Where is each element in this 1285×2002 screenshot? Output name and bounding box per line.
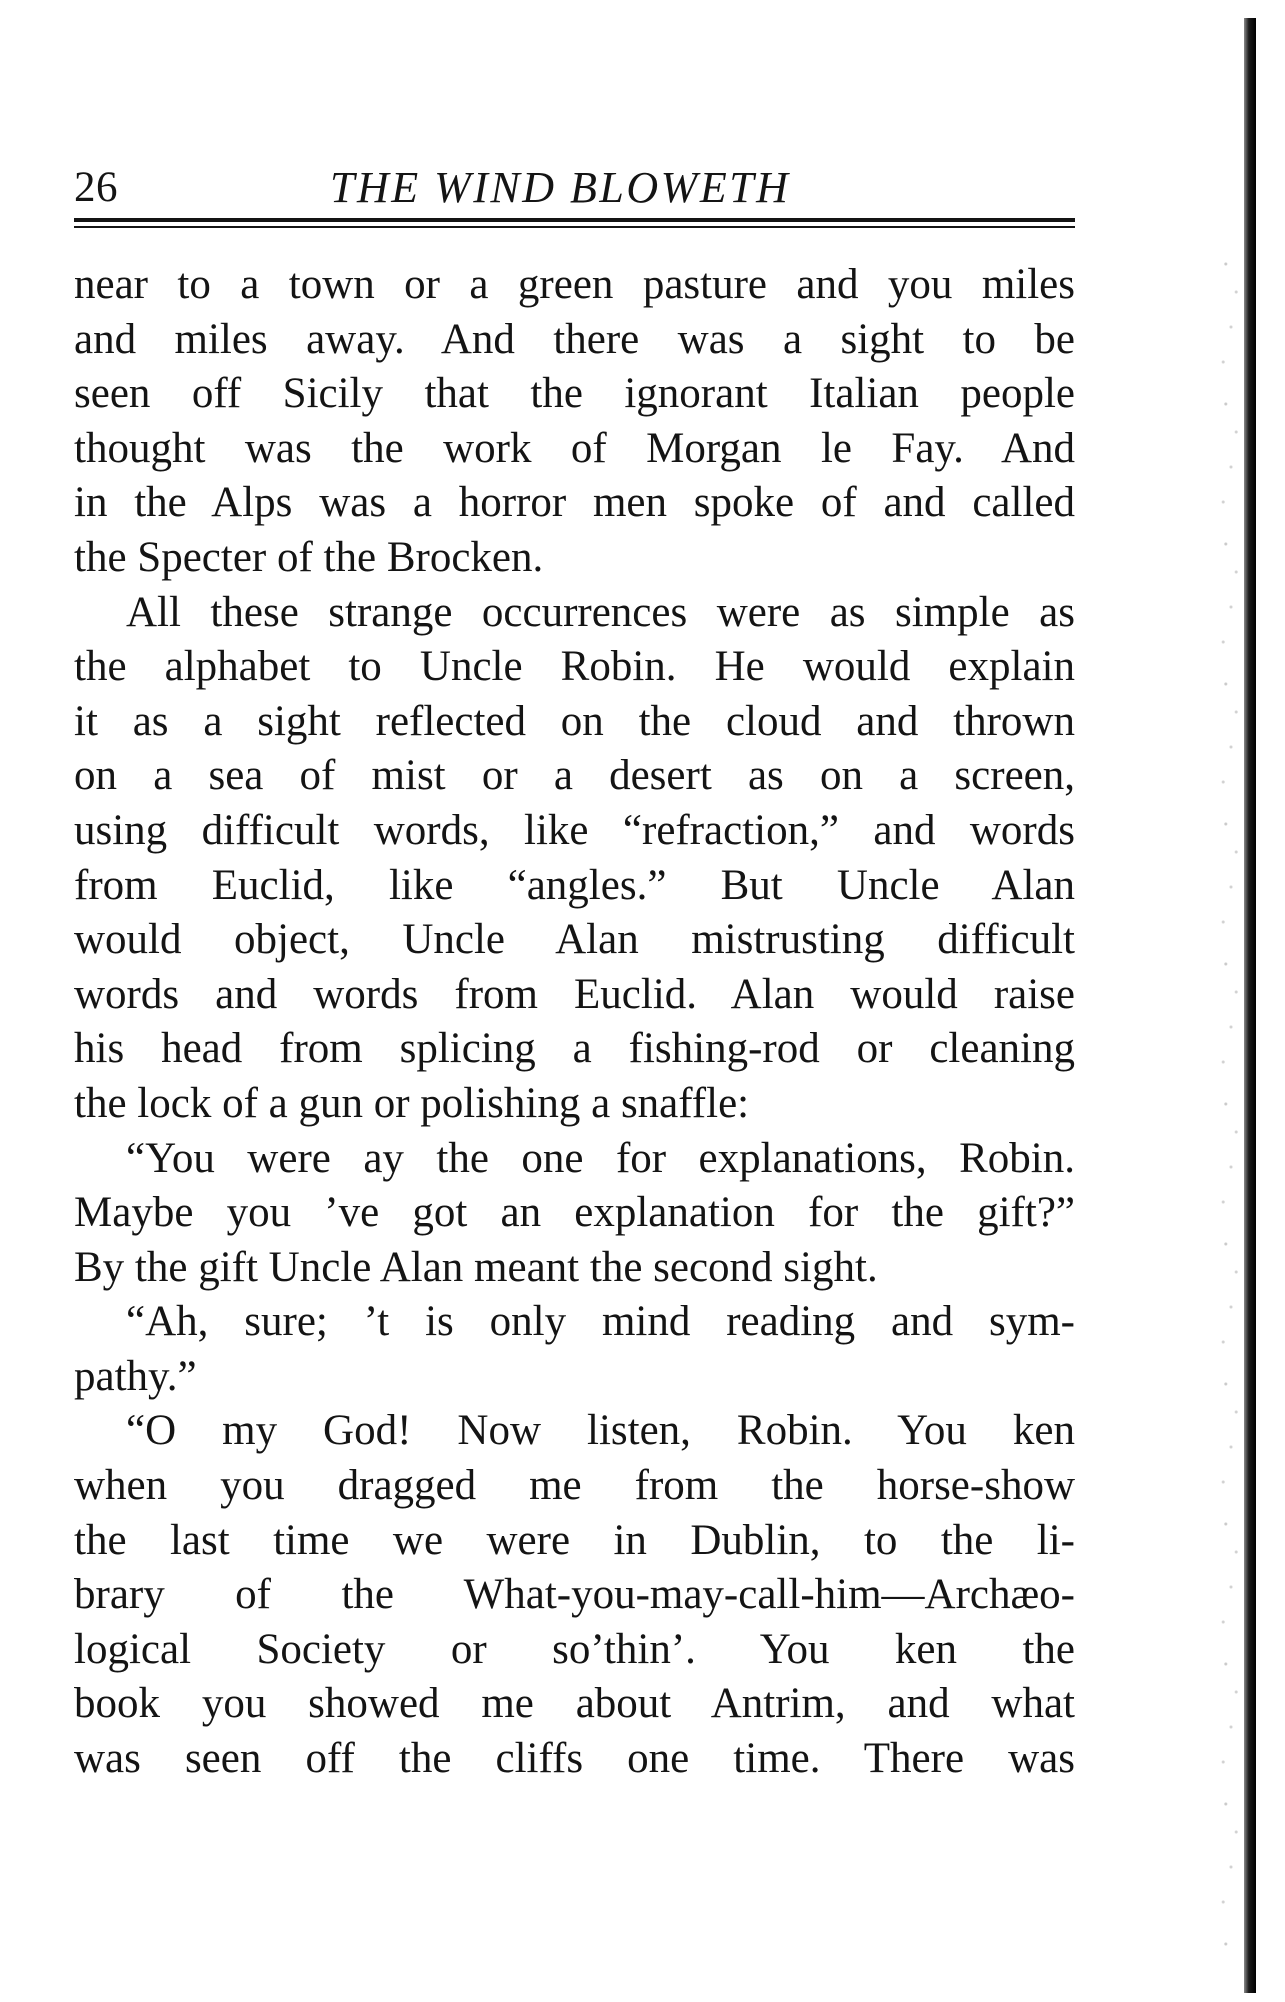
- text-line: pathy.”: [74, 1352, 197, 1400]
- body-text: [74, 258, 1075, 1787]
- text-line: his head from splicing a fishing-rod or cleaning: [74, 1025, 1075, 1073]
- text-line: the last time we were in Dublin, to the li-: [74, 1516, 1075, 1564]
- text-line: logical Society or so’thin’. You ken the: [74, 1625, 1075, 1673]
- text-line: near to a town or a green pasture and you miles: [74, 261, 1075, 308]
- text-line: from Euclid, like “angles.” But Uncle Alan: [74, 861, 1075, 909]
- text-line: was seen off the cliffs one time. There was: [74, 1735, 1075, 1783]
- text-line: thought was the work of Morgan le Fay. And: [74, 424, 1075, 472]
- text-line: Maybe you ’ve got an explanation for the gift?”: [74, 1189, 1075, 1237]
- text-line: in the Alps was a horror men spoke of and called: [74, 479, 1075, 527]
- text-line: brary of the What-you-may-call-him—Archæo-: [74, 1571, 1075, 1619]
- text-line: “Ah, sure; ’t is only mind reading and sym-: [126, 1298, 1075, 1346]
- text-line: book you showed me about Antrim, and what: [74, 1680, 1075, 1728]
- text-line: the Specter of the Brocken.: [74, 533, 544, 581]
- text-line: seen off Sicily that the ignorant Italian people: [74, 370, 1075, 418]
- text-line: on a sea of mist or a desert as on a screen,: [74, 752, 1075, 800]
- text-line: the lock of a gun or polishing a snaffle:: [74, 1079, 750, 1127]
- header-rule-thick: [74, 218, 1075, 222]
- running-title: THE WIND BLOWETH: [330, 163, 791, 212]
- text-line: would object, Uncle Alan mistrusting difficult: [74, 916, 1075, 964]
- running-head: [74, 160, 1074, 216]
- text-line: it as a sight reflected on the cloud and thrown: [74, 697, 1075, 745]
- text-line: “O my God! Now listen, Robin. You ken: [126, 1407, 1075, 1455]
- text-line: words and words from Euclid. Alan would raise: [74, 970, 1075, 1018]
- text-line: using difficult words, like “refraction,” and words: [74, 806, 1075, 854]
- text-line: All these strange occurrences were as simple as: [126, 588, 1075, 636]
- text-line: and miles away. And there was a sight to be: [74, 315, 1075, 363]
- text-line: when you dragged me from the horse-show: [74, 1462, 1075, 1510]
- gutter-specks: [1218, 250, 1244, 1950]
- text-line: the alphabet to Uncle Robin. He would explain: [74, 643, 1075, 691]
- text-line: “You were ay the one for explanations, Robin.: [126, 1134, 1075, 1182]
- page-number: 26: [74, 164, 118, 211]
- text-line: By the gift Uncle Alan meant the second sight.: [74, 1243, 878, 1291]
- binding-edge-shadow: [1244, 18, 1256, 1993]
- header-rule-thin: [74, 226, 1075, 228]
